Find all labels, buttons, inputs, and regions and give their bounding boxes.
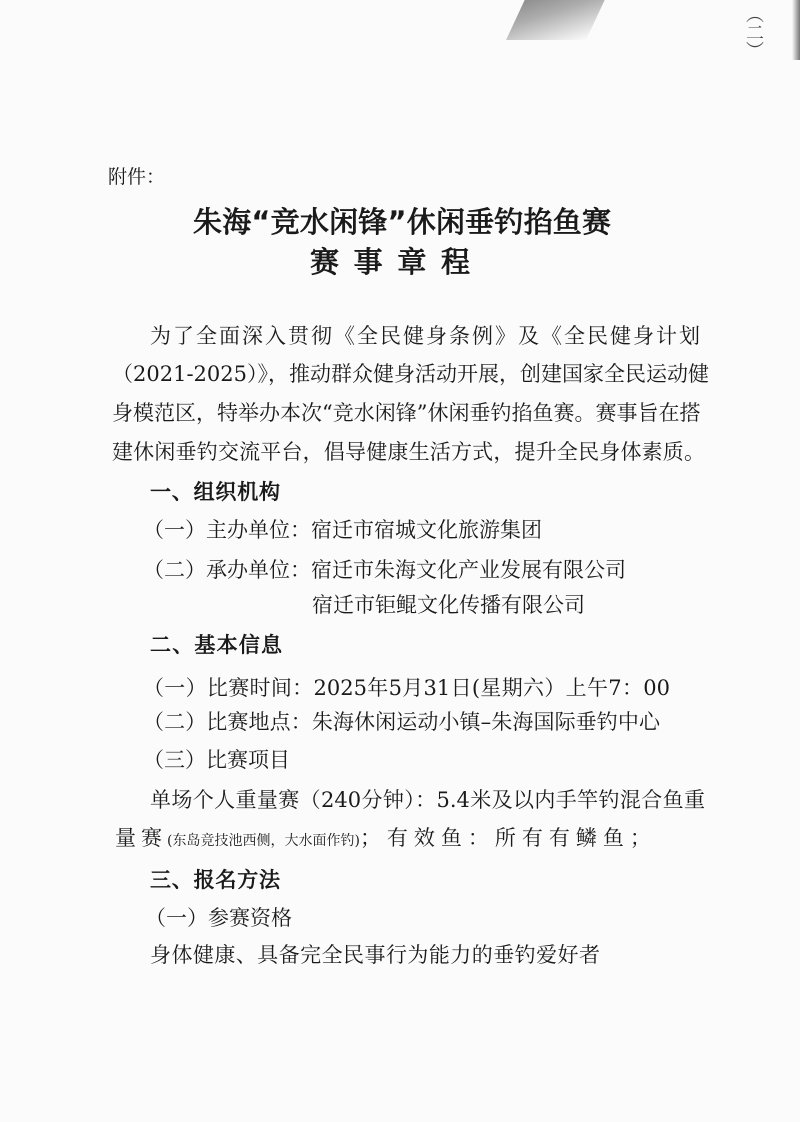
document-subtitle: 赛事章程 bbox=[310, 245, 470, 279]
eligibility-text: 身体健康、具备完全民事行为能力的垂钓爱好者 bbox=[150, 943, 600, 967]
text: 量赛 bbox=[115, 826, 167, 850]
organizer-host: （一）主办单位：宿迁市宿城文化旅游集团 bbox=[143, 518, 542, 542]
section-heading: 一、组织机构 bbox=[150, 480, 280, 504]
text: ；有效鱼：所有有鳞鱼； bbox=[359, 826, 657, 850]
event-items-label: （三）比赛项目 bbox=[143, 748, 290, 772]
page-edge bbox=[792, 0, 800, 60]
event-location: （二）比赛地点：朱海休闲运动小镇–朱海国际垂钓中心 bbox=[143, 710, 660, 734]
bleed-through-text: （二） bbox=[743, 5, 764, 59]
event-description-cont bbox=[115, 828, 657, 849]
intro-line: 为了全面深入贯彻《全民健身条例》及《全民健身计划 bbox=[150, 324, 700, 348]
section-heading: 三、报名方法 bbox=[150, 868, 280, 892]
organizer-undertaker: （二）承办单位：宿迁市朱海文化产业发展有限公司 bbox=[143, 558, 626, 582]
organizer-undertaker-2: 宿迁市钜鲲文化传播有限公司 bbox=[312, 593, 585, 617]
venue-note: (东岛竞技池西侧，大水面作钓) bbox=[167, 833, 360, 849]
intro-line: （2021-2025）》，推动群众健身活动开展，创建国家全民运动健 bbox=[112, 362, 709, 386]
event-time: （一）比赛时间：2025年5月31日(星期六）上午7：00 bbox=[143, 676, 670, 700]
intro-line: 建休闲垂钓交流平台，倡导健康生活方式，提升全民身体素质。 bbox=[112, 440, 705, 464]
eligibility-label: （一）参赛资格 bbox=[145, 906, 292, 930]
section-heading: 二、基本信息 bbox=[150, 633, 282, 657]
event-description: 单场个人重量赛（240分钟）：5.4米及以内手竿钓混合鱼重 bbox=[150, 788, 705, 812]
page-shadow bbox=[506, 0, 614, 40]
attachment-label: 附件： bbox=[108, 166, 166, 188]
intro-line: 身模范区，特举办本次“竞水闲锋”休闲垂钓掐鱼赛。赛事旨在搭 bbox=[112, 401, 701, 425]
document-title: 朱海“竞水闲锋”休闲垂钓掐鱼赛 bbox=[193, 205, 611, 239]
